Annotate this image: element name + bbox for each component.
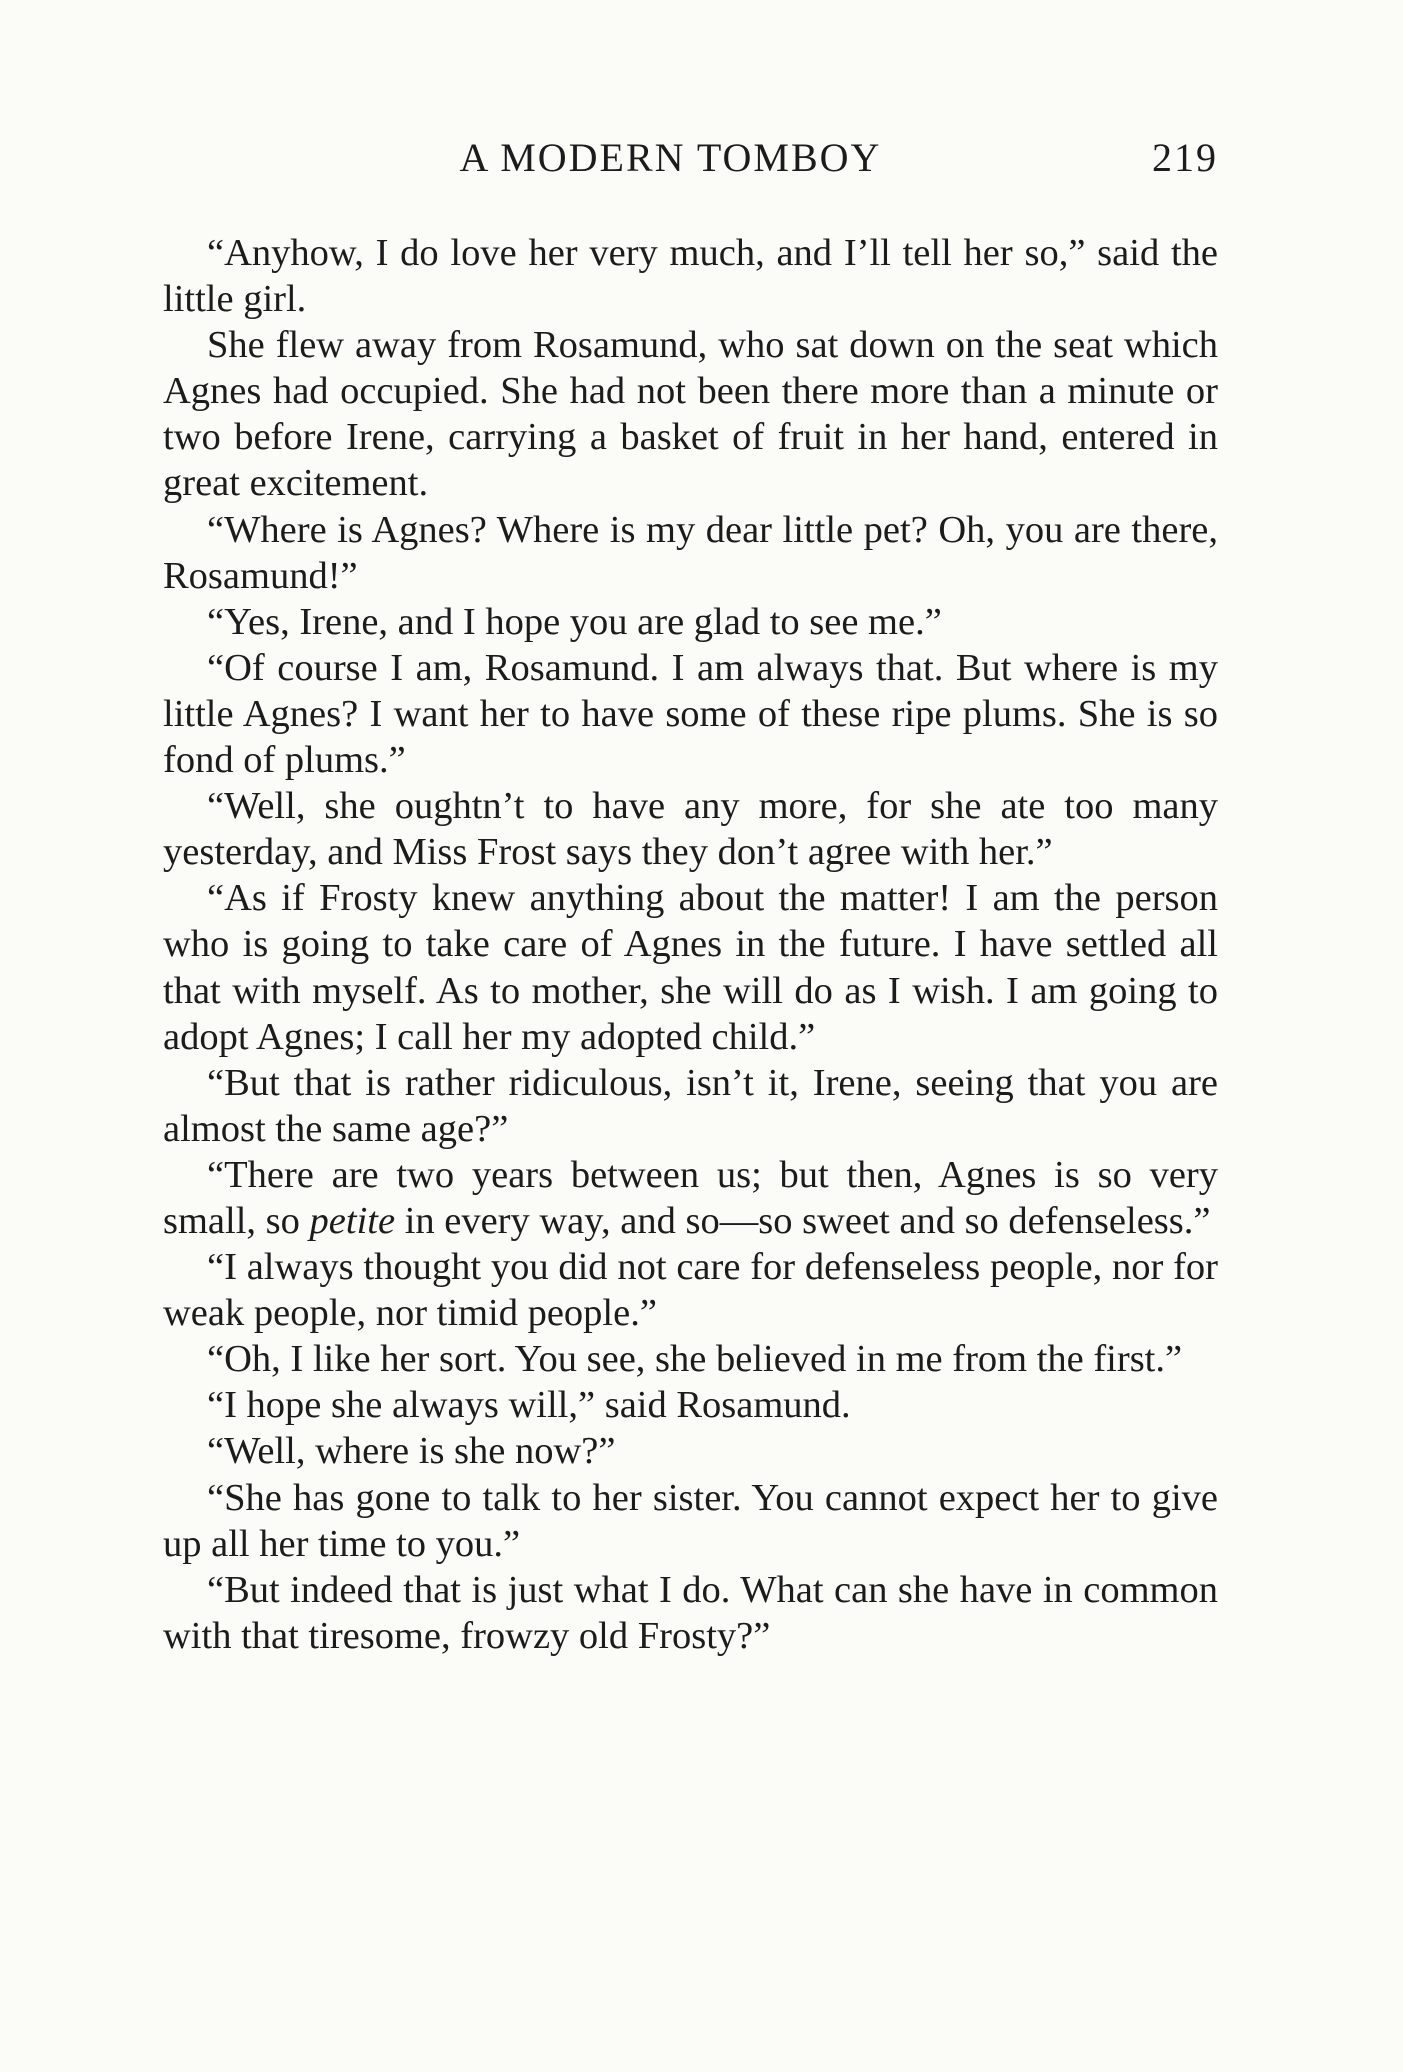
paragraph: “But that is rather ridiculous, isn’t it, Irene, seeing that you are almost the same age?”: [163, 1061, 1218, 1150]
paragraph: [163, 1152, 1218, 1244]
paragraph: “Yes, Irene, and I hope you are glad to see me.”: [207, 600, 942, 643]
paragraph: “But indeed that is just what I do. What can she have in common with that tiresome, frowzy old Frosty?”: [163, 1568, 1218, 1657]
page-number: 219: [1152, 135, 1218, 180]
paragraph: “Well, she oughtn’t to have any more, for she ate too many yesterday, and Miss Frost says they don’t agree with her.”: [163, 785, 1218, 874]
running-head: [163, 130, 1218, 186]
paragraph: “Well, where is she now?”: [207, 1430, 616, 1473]
running-title: A MODERN TOMBOY: [459, 135, 882, 180]
paragraph-text: “There are two years between us; but then, Agnes is so very small, so: [163, 1153, 1218, 1242]
paragraph: “I always thought you did not care for defenseless people, nor for weak people, nor timid people.”: [163, 1246, 1218, 1335]
paragraph-text: in every way, and so—so sweet and so defenseless.”: [395, 1199, 1211, 1242]
paragraph: “She has gone to talk to her sister. You cannot expect her to give up all her time to you.”: [163, 1476, 1218, 1565]
paragraph: She flew away from Rosamund, who sat down on the seat which Agnes had occupied. She had not been there more than a minute or two before Irene, carrying a basket of fruit in her hand, entered in great excitement.: [163, 324, 1218, 505]
paragraph: “Where is Agnes? Where is my dear little pet? Oh, you are there, Rosamund!”: [163, 508, 1218, 597]
paragraph: “Anyhow, I do love her very much, and I’ll tell her so,” said the little girl.: [163, 232, 1218, 321]
paragraph: “I hope she always will,” said Rosamund.: [207, 1384, 851, 1427]
italic-word: petite: [309, 1199, 396, 1242]
paragraph: “As if Frosty knew anything about the matter! I am the person who is going to take care of Agnes in the future. I have settled all that with myself. As to mother, she will do as I wish. I am going to adopt Agnes; I call her my adopted child.”: [163, 877, 1218, 1058]
paragraph: “Of course I am, Rosamund. I am always that. But where is my little Agnes? I want her to have some of these ripe plums. She is so fond of plums.”: [163, 646, 1218, 782]
body-text: [163, 230, 1218, 1659]
paragraph: “Oh, I like her sort. You see, she believed in me from the first.”: [207, 1338, 1183, 1381]
